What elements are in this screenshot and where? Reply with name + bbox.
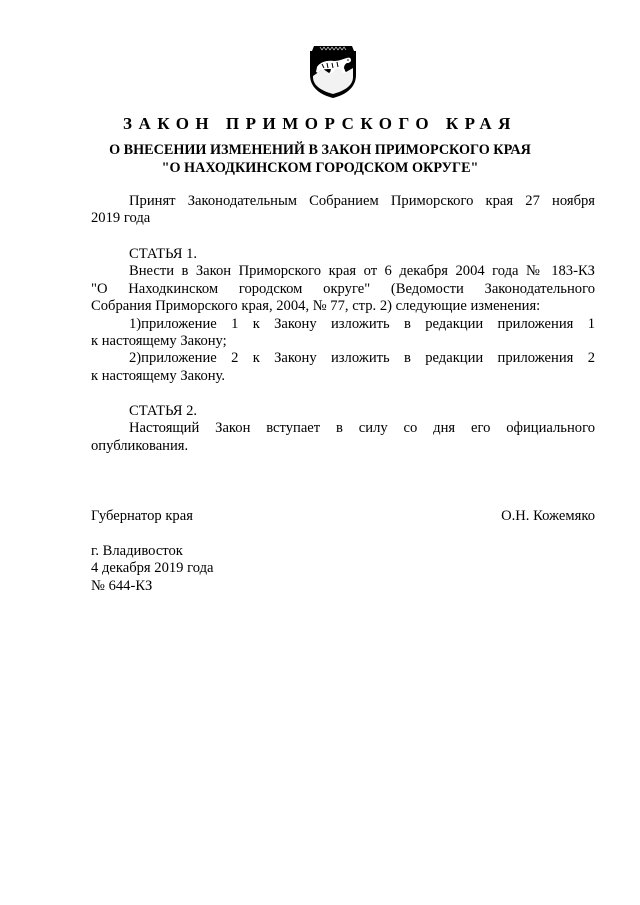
article-1-intro-line-2: "О Находкинском городском округе" (Ведомости Законодательного — [91, 280, 595, 297]
footer-number: № 644-КЗ — [91, 577, 153, 594]
coat-of-arms-icon — [308, 45, 358, 99]
article-1-intro-line-1: Внести в Закон Приморского края от 6 декабря 2004 года № 183-КЗ — [129, 263, 595, 280]
article-2 — [91, 403, 595, 455]
footer-city: г. Владивосток — [91, 543, 183, 559]
signatory-position: Губернатор края — [91, 508, 193, 524]
article-1-item-2-line-1: 2)приложение 2 к Закону изложить в редакции приложения 2 — [129, 350, 595, 367]
article-2-text-line-1: Настоящий Закон вступает в силу со дня его официального — [129, 420, 595, 437]
adoption-paragraph — [91, 193, 595, 228]
article-1 — [91, 246, 595, 385]
law-subtitle-line-2: "О НАХОДКИНСКОМ ГОРОДСКОМ ОКРУГЕ" — [161, 160, 479, 176]
footer-date: 4 декабря 2019 года — [91, 560, 214, 577]
law-title: ЗАКОН ПРИМОРСКОГО КРАЯ — [123, 114, 517, 133]
article-2-heading: СТАТЬЯ 2. — [129, 403, 198, 419]
article-2-text-line-2: опубликования. — [91, 437, 189, 454]
adoption-line-2: 2019 года — [91, 210, 151, 227]
article-1-item-1-line-1: 1)приложение 1 к Закону изложить в редакции приложения 1 — [129, 315, 595, 332]
signatory-name: О.Н. Кожемяко — [501, 508, 595, 524]
footer-details — [91, 543, 595, 595]
article-1-intro-line-3: Собрания Приморского края, 2004, № 77, стр. 2) следующие изменения: — [91, 298, 541, 315]
article-1-heading: СТАТЬЯ 1. — [129, 246, 198, 262]
law-subtitle-line-1: О ВНЕСЕНИИ ИЗМЕНЕНИЙ В ЗАКОН ПРИМОРСКОГО КРАЯ — [109, 142, 531, 158]
article-1-item-1-line-2: к настоящему Закону; — [91, 333, 227, 350]
adoption-line-1: Принят Законодательным Собранием Приморского края 27 ноября — [129, 193, 595, 209]
article-1-item-2-line-2: к настоящему Закону. — [91, 367, 226, 384]
